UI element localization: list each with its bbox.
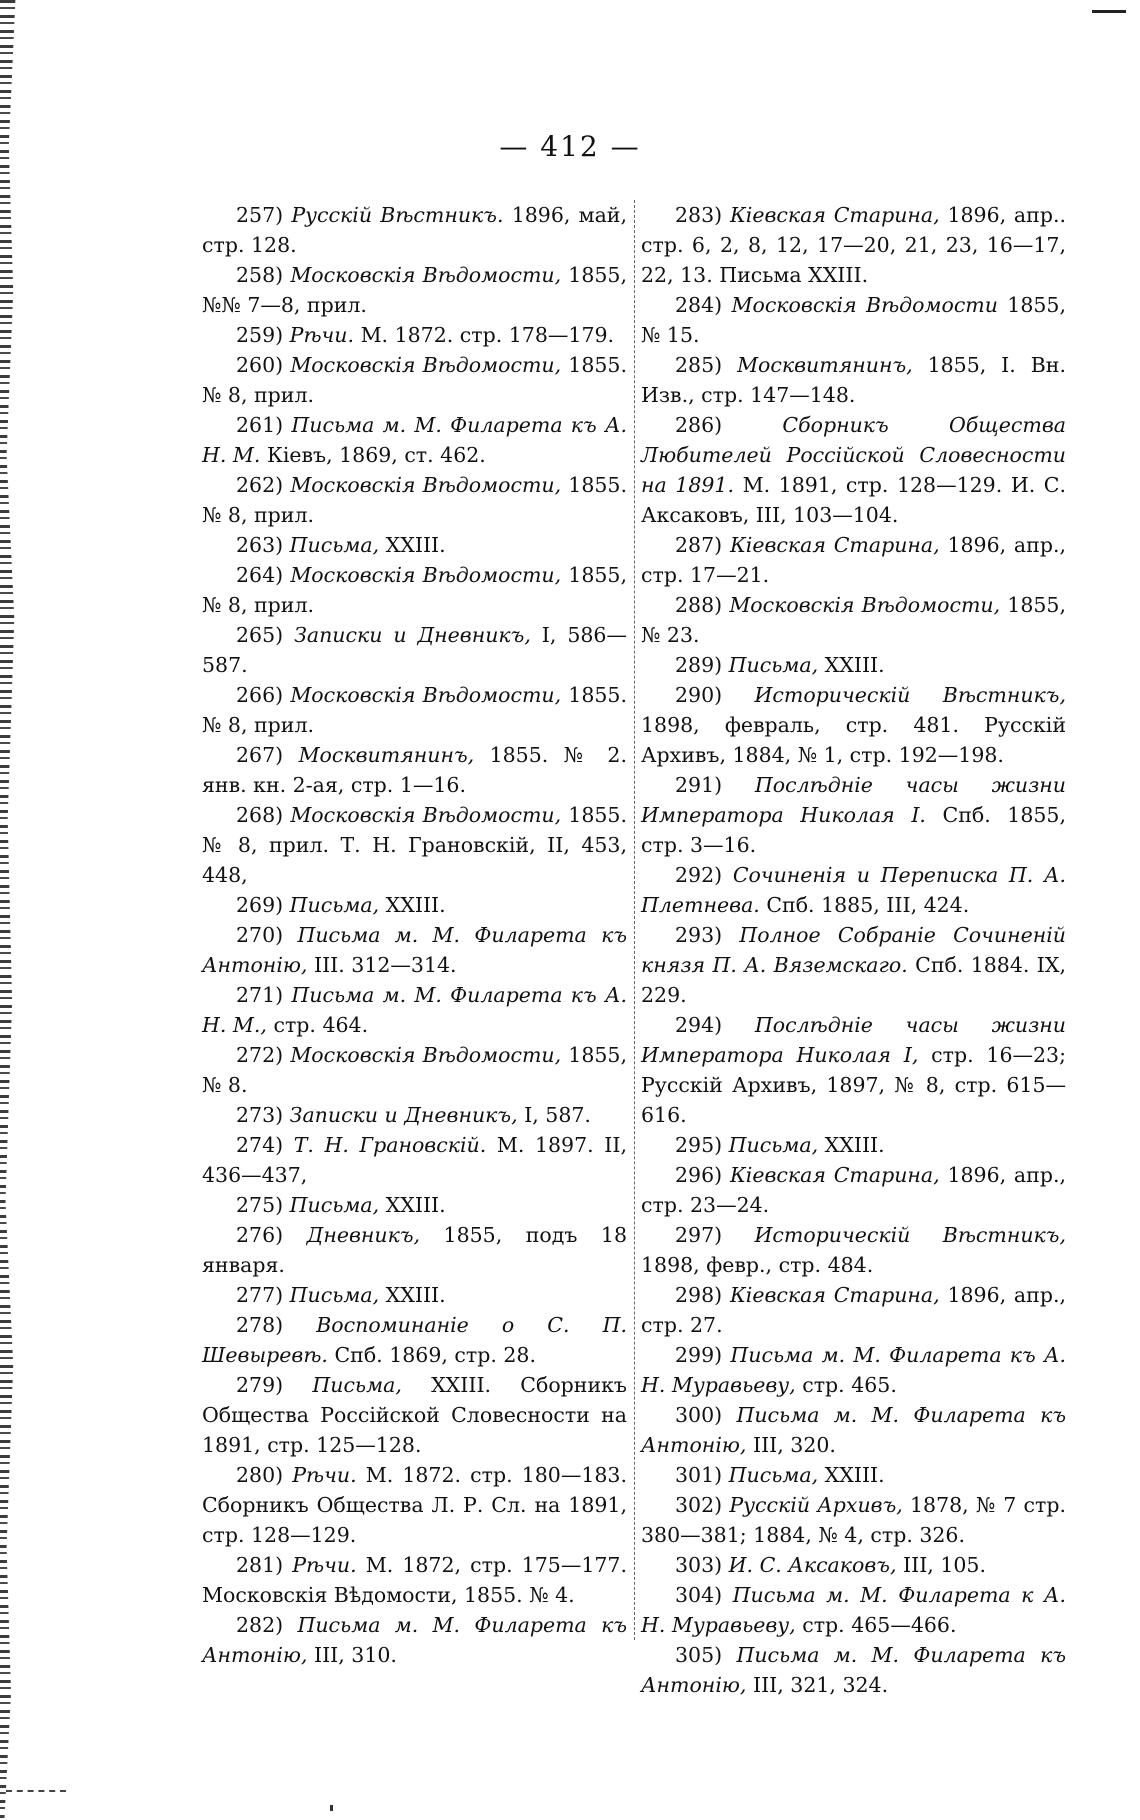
footnote-number: 272) (236, 1043, 284, 1067)
footnote-citation: Спб. 1884. IX, 229. (641, 953, 1066, 1007)
footnote-number: 262) (236, 473, 284, 497)
footnote-citation: 1855, № 8. (202, 1043, 627, 1097)
footnote-source-title: Т. Н. Грановскій. (293, 1133, 487, 1157)
footnote-source-title: Послѣдніе часы жизни Императора Николая I. (641, 773, 1066, 827)
footnote-source-title: Русскій Вѣстникъ. (291, 203, 504, 227)
footnote-citation: 1896, апр., стр. 17—21. (641, 533, 1066, 587)
footnote-citation: М. 1872. стр. 178—179. (360, 323, 615, 347)
footnote-citation: стр. 465—466. (802, 1613, 957, 1637)
footnote-citation: III, 321, 324. (752, 1673, 889, 1697)
footnote-entry (641, 1220, 1066, 1280)
footnote-number: 297) (675, 1223, 723, 1247)
footnote-number: 301) (675, 1463, 723, 1487)
footnote-entry (202, 1370, 627, 1460)
footnote-citation: Спб. 1885, III, 424. (766, 893, 970, 917)
footnote-entry (202, 470, 627, 530)
footnote-source-title: Московскія Вѣдомости, (290, 803, 562, 827)
footnote-number: 292) (675, 863, 723, 887)
footnote-entry (641, 200, 1066, 290)
footnote-number: 260) (236, 353, 284, 377)
footnote-source-title: Письма м. М. Филарета къ А. Н. М., (202, 983, 627, 1037)
footnote-citation: 1898, февраль, стр. 481. Русскій Архивъ, 1884, № 1, стр. 192—198. (641, 713, 1066, 767)
footnote-citation: 1855. № 8, прил. (202, 353, 627, 407)
footnote-entry (202, 530, 627, 560)
footnote-entry (202, 200, 627, 260)
column-divider (634, 200, 635, 1640)
footnote-entry (202, 800, 627, 890)
footnote-source-title: Записки и Дневникъ, (294, 623, 531, 647)
footnote-number: 298) (675, 1283, 723, 1307)
scan-edge-noise (0, 0, 22, 1820)
footnote-entry (641, 1130, 1066, 1160)
footnote-entry (641, 920, 1066, 1010)
footnote-number: 286) (675, 413, 723, 437)
footnote-citation: Спб. 1869, стр. 28. (334, 1343, 536, 1367)
footnote-source-title: Московскія Вѣдомости (731, 293, 998, 317)
footnote-entry (641, 1550, 1066, 1580)
footnote-source-title: Письма м. М. Филарета къ А. Н. М. (202, 413, 627, 467)
footnote-entry (641, 1580, 1066, 1640)
footnote-number: 288) (675, 593, 723, 617)
footnote-number: 267) (236, 743, 284, 767)
footnote-source-title: Письма, (312, 1373, 402, 1397)
footnote-number: 268) (236, 803, 284, 827)
footnote-entry (641, 770, 1066, 860)
footnote-entry (202, 1280, 627, 1310)
footnote-source-title: Письма, (289, 1283, 380, 1307)
footnote-source-title: Московскія Вѣдомости, (290, 683, 562, 707)
footnote-entry (641, 1490, 1066, 1550)
footnote-entry (202, 1040, 627, 1100)
footnote-source-title: Письма, (289, 893, 380, 917)
footnote-citation: I, 587. (524, 1103, 591, 1127)
footnote-entry (202, 890, 627, 920)
footnote-number: 257) (236, 203, 284, 227)
footnote-entry (202, 740, 627, 800)
footnote-entry (202, 260, 627, 320)
page-number: — 412 — (499, 130, 641, 163)
footnote-source-title: Послѣдніе часы жизни Императора Николая I, (641, 1013, 1066, 1067)
footnote-entry (202, 1220, 627, 1280)
footnote-citation: Спб. 1855, стр. 3—16. (641, 803, 1066, 857)
footnote-number: 300) (675, 1403, 723, 1427)
footnote-citation: 1855, № 8, прил. (202, 563, 627, 617)
footnote-citation: XXIII. (385, 1283, 446, 1307)
footnote-entry (641, 1460, 1066, 1490)
footnote-citation: 1896, апр.. стр. 6, 2, 8, 12, 17—20, 21, 23, 16—17, 22, 13. Письма XXIII. (641, 203, 1066, 287)
footnote-citation: XXIII. (824, 1133, 885, 1157)
footnote-source-title: Русскій Архивъ, (729, 1493, 903, 1517)
footnote-number: 287) (675, 533, 723, 557)
footnote-source-title: Рѣчи. (292, 1463, 357, 1487)
footnote-citation: стр. 465. (802, 1373, 897, 1397)
footnote-source-title: Письма м. М. Филарета къ Антонію, (202, 1613, 627, 1667)
footnote-source-title: Полное Собраніе Сочиненій князя П. А. Вяземскаго. (641, 923, 1066, 977)
footnote-entry (202, 620, 627, 680)
footnote-citation: 1896, апр., стр. 27. (641, 1283, 1066, 1337)
footnote-number: 274) (236, 1133, 284, 1157)
footnote-source-title: Москвитянинъ, (298, 743, 475, 767)
footnote-citation: 1855. № 8, прил. Т. Н. Грановскій, II, 453, 448, (202, 803, 627, 887)
footnote-source-title: Записки и Дневникъ, (289, 1103, 518, 1127)
footnote-source-title: Сборникъ Общества Любителей Россійской Словесности на 1891. (641, 413, 1066, 497)
footnote-source-title: Рѣчи. (292, 1553, 357, 1577)
footnote-source-title: Письма м. М. Филарета къ Антонію, (202, 923, 627, 977)
footnote-number: 304) (675, 1583, 723, 1607)
scan-speck (330, 1805, 333, 1811)
footnote-citation: Кіевъ, 1869, ст. 462. (266, 443, 486, 467)
footnote-number: 299) (675, 1343, 723, 1367)
footnote-entry (202, 320, 627, 350)
footnote-source-title: Московскія Вѣдомости, (290, 563, 562, 587)
footnote-citation: стр. 464. (273, 1013, 369, 1037)
footnote-citation: 1855, I. Вн. Изв., стр. 147—148. (641, 353, 1066, 407)
footnote-citation: 1855, № 23. (641, 593, 1066, 647)
footnote-entry (202, 1610, 627, 1670)
footnote-entry (202, 1190, 627, 1220)
footnote-source-title: Московскія Вѣдомости, (290, 353, 562, 377)
left-column (202, 200, 627, 1670)
footnote-number: 279) (236, 1373, 284, 1397)
footnote-source-title: Письма, (289, 533, 380, 557)
footnote-citation: XXIII. (385, 1193, 446, 1217)
footnote-source-title: Московскія Вѣдомости, (290, 263, 562, 287)
footnote-source-title: Кіевская Старина, (729, 1163, 940, 1187)
footnote-number: 296) (675, 1163, 723, 1187)
footnote-citation: 1855. № 2. янв. кн. 2-ая, стр. 1—16. (202, 743, 627, 797)
footnote-citation: I, 586—587. (202, 623, 627, 677)
footnote-source-title: Дневникъ, (306, 1223, 421, 1247)
footnote-source-title: Письма м. М. Филарета къ Антонію, (641, 1643, 1066, 1697)
footnote-number: 258) (236, 263, 284, 287)
footnote-citation: М. 1872. стр. 180—183. Сборникъ Общества Л. Р. Сл. на 1891, стр. 128—129. (202, 1463, 627, 1547)
footnote-number: 280) (236, 1463, 284, 1487)
footnote-number: 289) (675, 653, 723, 677)
footnote-entry (202, 920, 627, 980)
right-column (641, 200, 1066, 1700)
footnote-entry (641, 1160, 1066, 1220)
footnote-citation: XXIII. (824, 1463, 885, 1487)
footnote-entry (202, 1310, 627, 1370)
footnote-number: 283) (675, 203, 723, 227)
footnote-number: 271) (236, 983, 284, 1007)
footnote-citation: 1855. № 8, прил. (202, 473, 627, 527)
footnote-number: 273) (236, 1103, 284, 1127)
scan-corner-mark (1092, 0, 1126, 13)
footnote-entry (202, 410, 627, 470)
footnote-entry (202, 350, 627, 410)
footnote-citation: 1896, апр., стр. 23—24. (641, 1163, 1066, 1217)
footnote-source-title: Письма м. М. Филарета къ Антонію, (641, 1403, 1066, 1457)
footnote-number: 293) (675, 923, 723, 947)
footnote-citation: XXIII. (385, 533, 446, 557)
footnote-citation: III, 320. (752, 1433, 836, 1457)
footnote-number: 302) (675, 1493, 723, 1517)
footnote-source-title: Письма, (289, 1193, 380, 1217)
scan-bottom-mark (6, 1790, 66, 1792)
footnote-source-title: Московскія Вѣдомости, (290, 473, 562, 497)
footnote-citation: 1855, № 15. (641, 293, 1066, 347)
footnote-source-title: Москвитянинъ, (737, 353, 913, 377)
footnote-citation: 1855, подъ 18 января. (202, 1223, 627, 1277)
footnote-number: 259) (236, 323, 284, 347)
footnote-entry (641, 530, 1066, 590)
footnote-citation: 1896, май, стр. 128. (202, 203, 627, 257)
footnote-citation: стр. 16—23; Русскій Архивъ, 1897, № 8, стр. 615—616. (641, 1043, 1066, 1127)
footnote-entry (202, 1460, 627, 1550)
footnote-number: 264) (236, 563, 284, 587)
footnote-number: 265) (236, 623, 284, 647)
footnote-citation: XXIII. (385, 893, 446, 917)
footnote-source-title: Сочиненія и Переписка П. А. Плетнева. (641, 863, 1066, 917)
footnote-citation: 1878, № 7 стр. 380—381; 1884, № 4, стр. 326. (641, 1493, 1066, 1547)
footnote-entry (641, 290, 1066, 350)
footnote-citation: III, 105. (903, 1553, 986, 1577)
footnote-citation: 1855. № 8, прил. (202, 683, 627, 737)
footnote-number: 284) (675, 293, 723, 317)
footnote-source-title: Историческій Вѣстникъ, (754, 1223, 1066, 1247)
footnote-source-title: Московскія Вѣдомости, (290, 1043, 562, 1067)
footnote-source-title: Кіевская Старина, (729, 1283, 940, 1307)
footnote-number: 276) (236, 1223, 284, 1247)
footnote-number: 285) (675, 353, 723, 377)
footnote-entry (641, 650, 1066, 680)
footnote-citation: XXIII. Сборникъ Общества Россійской Словесности на 1891, стр. 125—128. (202, 1373, 627, 1457)
footnote-number: 269) (236, 893, 284, 917)
footnote-entry (641, 1640, 1066, 1700)
footnote-entry (641, 1280, 1066, 1340)
footnote-number: 263) (236, 533, 284, 557)
footnote-number: 305) (675, 1643, 723, 1667)
footnote-source-title: Рѣчи. (289, 323, 355, 347)
footnote-entry (641, 860, 1066, 920)
footnote-entry (202, 1130, 627, 1190)
footnote-source-title: Московскія Вѣдомости, (729, 593, 1001, 617)
footnote-entry (641, 350, 1066, 410)
footnote-source-title: Письма м. М. Филарета къ А. Н. Муравьеву, (641, 1343, 1066, 1397)
footnote-source-title: Письма, (728, 1133, 819, 1157)
footnote-number: 275) (236, 1193, 284, 1217)
footnote-number: 303) (675, 1553, 723, 1577)
footnote-citation: М. 1897. II, 436—437, (202, 1133, 627, 1187)
footnote-number: 261) (236, 413, 284, 437)
footnote-number: 295) (675, 1133, 723, 1157)
footnote-number: 291) (675, 773, 723, 797)
footnote-source-title: Письма, (728, 653, 819, 677)
footnote-number: 282) (236, 1613, 284, 1637)
footnote-entry (641, 410, 1066, 530)
footnote-entry (641, 1010, 1066, 1130)
footnote-entry (202, 560, 627, 620)
footnote-number: 290) (675, 683, 723, 707)
footnote-entry (641, 1340, 1066, 1400)
footnote-citation: III, 310. (313, 1643, 397, 1667)
footnote-citation: 1855, №№ 7—8, прил. (202, 263, 627, 317)
footnote-entry (202, 1550, 627, 1610)
footnote-citation: М. 1891, стр. 128—129. И. С. Аксаковъ, III, 103—104. (641, 473, 1066, 527)
footnote-number: 278) (236, 1313, 284, 1337)
footnote-entry (641, 680, 1066, 770)
footnote-citation: 1898, февр., стр. 484. (641, 1253, 874, 1277)
footnote-number: 281) (236, 1553, 284, 1577)
footnote-source-title: Письма м. М. Филарета к А. Н. Муравьеву, (641, 1583, 1066, 1637)
footnote-entry (641, 1400, 1066, 1460)
footnote-citation: М. 1872, стр. 175—177. Московскія Вѣдомости, 1855. № 4. (202, 1553, 627, 1607)
footnote-number: 270) (236, 923, 284, 947)
footnote-number: 294) (675, 1013, 723, 1037)
footnote-number: 277) (236, 1283, 284, 1307)
footnote-source-title: И. С. Аксаковъ, (728, 1553, 897, 1577)
footnote-source-title: Воспоминаніе о С. П. Шевыревѣ. (202, 1313, 627, 1367)
footnote-citation: III. 312—314. (313, 953, 457, 977)
footnote-entry (202, 980, 627, 1040)
footnote-entry (641, 590, 1066, 650)
footnote-entry (202, 1100, 627, 1130)
footnote-source-title: Историческій Вѣстникъ, (754, 683, 1066, 707)
footnote-source-title: Кіевская Старина, (729, 533, 940, 557)
footnote-source-title: Кіевская Старина, (729, 203, 940, 227)
footnote-citation: XXIII. (824, 653, 885, 677)
footnote-source-title: Письма, (728, 1463, 819, 1487)
footnote-entry (202, 680, 627, 740)
footnote-number: 266) (236, 683, 284, 707)
